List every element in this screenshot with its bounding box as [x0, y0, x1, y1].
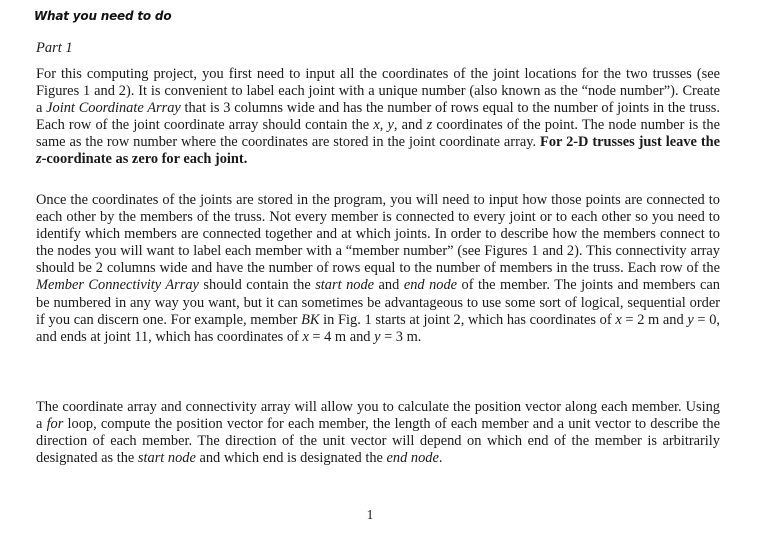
- term-member-connectivity-array: Member Connectivity Array: [36, 277, 199, 294]
- part-label: Part 1: [36, 40, 73, 56]
- bold-instruction: For 2-D trusses just leave the z-coordinate as zero for each joint.: [36, 134, 720, 168]
- paragraph-member-connectivity: Once the coordinates of the joints are stored in the program, you will need to input how those points are connected to each other by the members of the truss. Not every member is connected to every joint or to each other so you need to identify which members are connected together and at which joints. In order to describe how the members connect to the nodes you will want to label each member with a “member number” (see Figures 1 and 2). This connectivity array should be 2 columns wide and have the number of rows equal to the number of members in the truss. Each row of the Member Connectivity Array should contain the start node and end node of the member. The joints and members can be numbered in any way you want, but it can sometimes be advantageous to use some sort of logical, sequential order if you can discern one. For example, member BK in Fig. 1 starts at joint 2, which has coordinates of x = 2 m and y = 0, and ends at joint 11, which has coordinates of x = 4 m and y = 3 m.: [36, 192, 721, 345]
- paragraph-position-vector: The coordinate array and connectivity array will allow you to calculate the position vector along each member. Using a for loop, compute the position vector for each member, the length of each member and a unit vector to describe the direction of each member. The direction of the unit vector will depend on which end of the member is arbitrarily designated as the start node and which end is designated the end node.: [36, 399, 720, 467]
- term-joint-coordinate-array: Joint Coordinate Array: [46, 100, 181, 117]
- paragraph-joint-coordinates: For this computing project, you first need to input all the coordinates of the joint locations for the two trusses (see Figures 1 and 2). It is convenient to label each joint with a unique number (also known as the “node number”). Create a Joint Coordinate Array that is 3 columns wide and has the number of rows equal to the number of joints in the truss. Each row of the joint coordinate array should contain the x, y, and z coordinates of the point. The node number is the same as the row number where the coordinates are stored in the joint coordinate array. For 2-D trusses just leave the z-coordinate as zero for each joint.: [36, 66, 720, 168]
- section-heading: What you need to do: [34, 9, 172, 23]
- page-number: 1: [366, 507, 374, 522]
